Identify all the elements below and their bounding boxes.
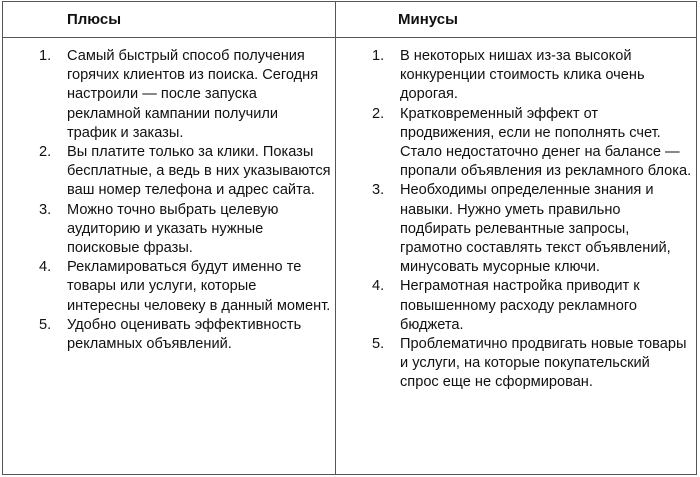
content-row [3,38,697,475]
item-number: 1. [372,48,385,64]
item-number: 5. [39,316,52,333]
item-number: 4. [39,259,52,276]
item-text: Неграмотная настройка приводит к повышенному расходу рекламного бюджета. [400,278,640,333]
list-item [358,181,692,277]
pros-cons-table [2,1,697,475]
item-number: 2. [372,105,385,122]
item-number: 5. [372,336,385,353]
pros-cell [3,38,336,475]
cons-cell [336,38,697,475]
pros-header [3,2,336,38]
item-text: Необходимы определенные знания и навыки. Нужно уметь правильно подбирать релевантные запросы, грамотно составлять текст объявлений, минусовать мусорные ключи. [400,182,671,276]
cons-header-label: Минусы [398,10,458,28]
pros-header-label: Плюсы [67,10,122,28]
cons-header [336,2,697,38]
item-text: Самый быстрый способ получения горячих клиентов из поиска. Сегодня настроили — после запуска рекламной кампании получили трафик и заказы. [67,48,319,141]
item-text: Можно точно выбрать целевую аудиторию и указать нужные поисковые фразы. [67,201,279,257]
list-item [25,316,331,354]
header-row [3,2,697,38]
list-item [358,47,692,105]
item-text: Удобно оценивать эффективность рекламных объявлений. [67,316,302,353]
item-text: Кратковременный эффект от продвижения, если не пополнять счет. Стало недостаточно денег на балансе — пропали объявления из рекламного блока. [400,105,692,180]
item-text: Проблематично продвигать новые товары и услуги, на которые покупательский спрос еще не сформирован. [400,336,687,391]
list-item [25,258,331,316]
list-item [358,105,692,182]
item-text: Вы платите только за клики. Показы бесплатные, а ведь в них указываются ваш номер телефона и адрес сайта. [67,144,331,199]
list-item [358,277,692,335]
list-item [25,47,331,143]
item-text: В некоторых нишах из-за высокой конкуренции стоимость клика очень дорогая. [400,48,645,103]
list-item [25,143,331,201]
list-item [358,335,692,393]
item-number: 2. [39,144,52,161]
item-number: 4. [372,278,385,295]
item-number: 3. [39,201,52,218]
item-text: Рекламироваться будут именно те товары или услуги, которые интересны человеку в данный момент. [67,259,331,314]
cons-list [336,38,696,393]
list-item [25,201,331,259]
item-number: 3. [372,182,385,199]
pros-list [3,38,335,354]
item-number: 1. [39,48,52,64]
